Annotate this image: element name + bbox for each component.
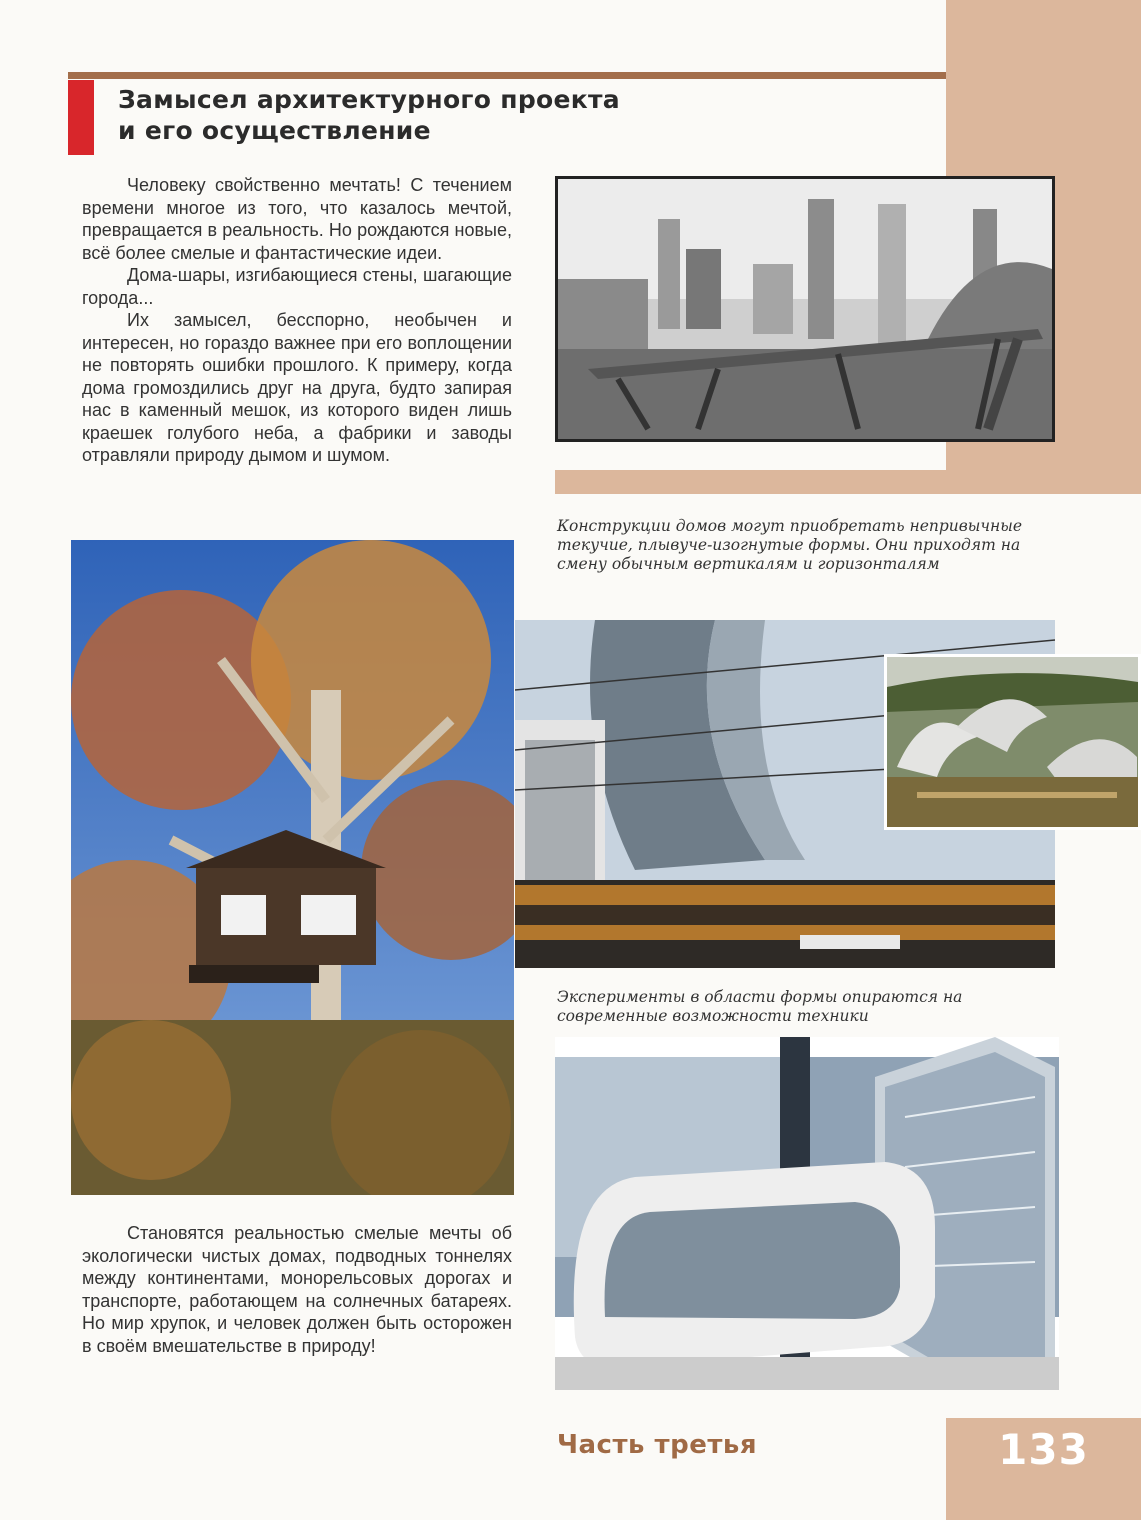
caption-experiments: Эксперименты в области формы опираются на современные возможности техники bbox=[557, 988, 963, 1025]
paragraph: Их замысел, бесспорно, необычен и интересен, но гораздо важнее при его воплощении не повторять ошибки прошлого. К примеру, когда дома громоздились друг на друга, будто запирая нас в каменный мешок, из которого виден лишь краешек голубого неба, а фабрики и заводы отравляли природу дымом и шумом. bbox=[82, 310, 512, 465]
treehouse-photo bbox=[71, 540, 514, 1195]
caption-collage: Конструкции домов могут приобретать непривычные текучие, плывуче-изогнутые формы. Они приходят на смену обычным вертикалям и горизонталям bbox=[557, 517, 1023, 573]
modern-building-photo bbox=[555, 1037, 1059, 1390]
page-title bbox=[118, 84, 718, 146]
title-accent-bar bbox=[68, 80, 94, 155]
page-number: 133 bbox=[998, 1425, 1089, 1474]
city-collage-photo bbox=[555, 176, 1055, 442]
paragraph: Дома-шары, изгибающиеся стены, шагающие города... bbox=[82, 265, 512, 308]
closing-text bbox=[82, 1222, 512, 1357]
title-line-1: Замысел архитектурного проекта bbox=[118, 85, 620, 114]
title-line-2: и его осуществление bbox=[118, 116, 431, 145]
shell-buildings-photo bbox=[884, 654, 1141, 830]
intro-text bbox=[82, 174, 512, 467]
paragraph: Становятся реальностью смелые мечты об экологически чистых домах, подводных тоннелях между континентами, монорельсовых дорогах и транспорте, работающем на солнечных батареях. Но мир хрупок, и человек должен быть осторожен в своём вмешательстве в природу! bbox=[82, 1223, 512, 1356]
section-label: Часть третья bbox=[557, 1430, 758, 1460]
paragraph: Человеку свойственно мечтать! С течением времени многое из того, что казалось мечтой, превращается в реальность. Но рождаются новые, всё более смелые и фантастические идеи. bbox=[82, 175, 512, 263]
photo-color-band bbox=[555, 470, 1141, 494]
